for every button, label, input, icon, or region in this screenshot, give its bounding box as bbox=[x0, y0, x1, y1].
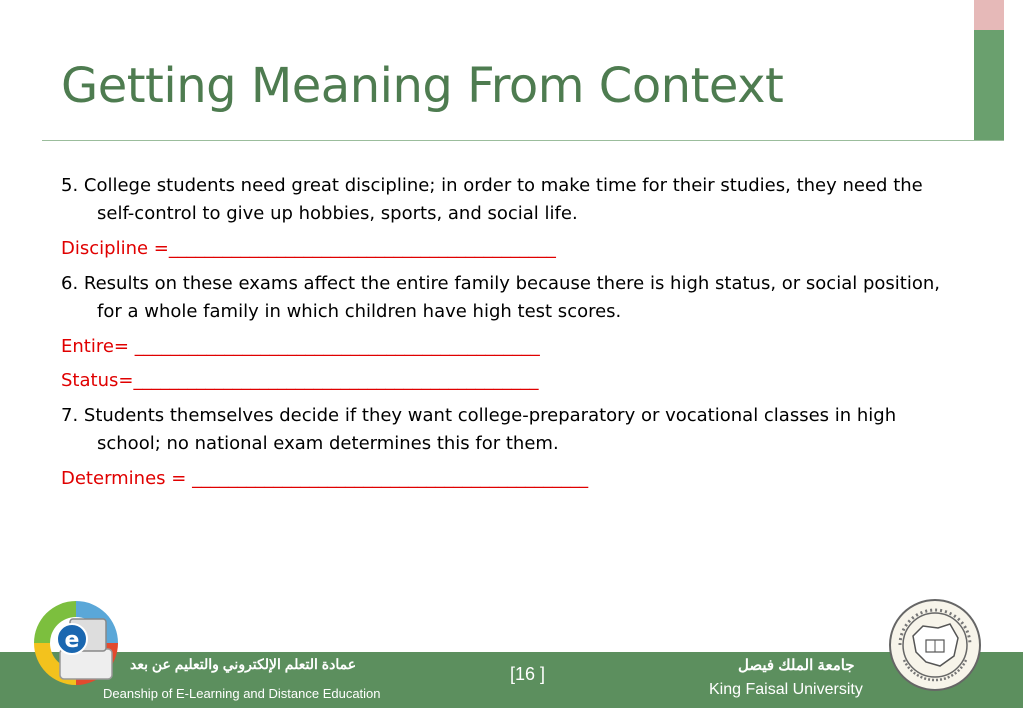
university-english: King Faisal University bbox=[709, 681, 863, 698]
question-7: 7. Students themselves decide if they want college-preparatory or vocational classes in high school; no national exam determines this for them. bbox=[61, 405, 897, 454]
deanship-english: Deanship of E-Learning and Distance Education bbox=[103, 686, 381, 701]
university-arabic: جامعة الملك فيصل bbox=[738, 657, 855, 674]
question-6: 6. Results on these exams affect the entire family because there is high status, or social position, for a whole family in which children have high test scores. bbox=[61, 273, 940, 322]
slide-title: Getting Meaning From Context bbox=[61, 58, 784, 114]
slide-content bbox=[61, 172, 961, 500]
blank-discipline: Discipline =___________________________________________ bbox=[61, 238, 556, 259]
corner-accent-pink bbox=[974, 0, 1004, 30]
deanship-arabic: عمادة التعلم الإلكتروني والتعليم عن بعد bbox=[130, 656, 357, 672]
title-divider bbox=[42, 140, 1004, 141]
blank-entire: Entire= _____________________________________________ bbox=[61, 336, 540, 357]
e-learning-logo-icon bbox=[30, 597, 122, 697]
blank-status: Status=_____________________________________________ bbox=[61, 370, 539, 391]
university-seal-icon bbox=[888, 598, 982, 692]
page-number: [16 ] bbox=[510, 664, 546, 684]
blank-determines: Determines = ____________________________________________ bbox=[61, 468, 589, 489]
corner-accent-green bbox=[974, 30, 1004, 141]
svg-text:e: e bbox=[64, 628, 80, 653]
question-5: 5. College students need great discipline; in order to make time for their studies, they need the self-control to give up hobbies, sports, and social life. bbox=[61, 175, 923, 224]
